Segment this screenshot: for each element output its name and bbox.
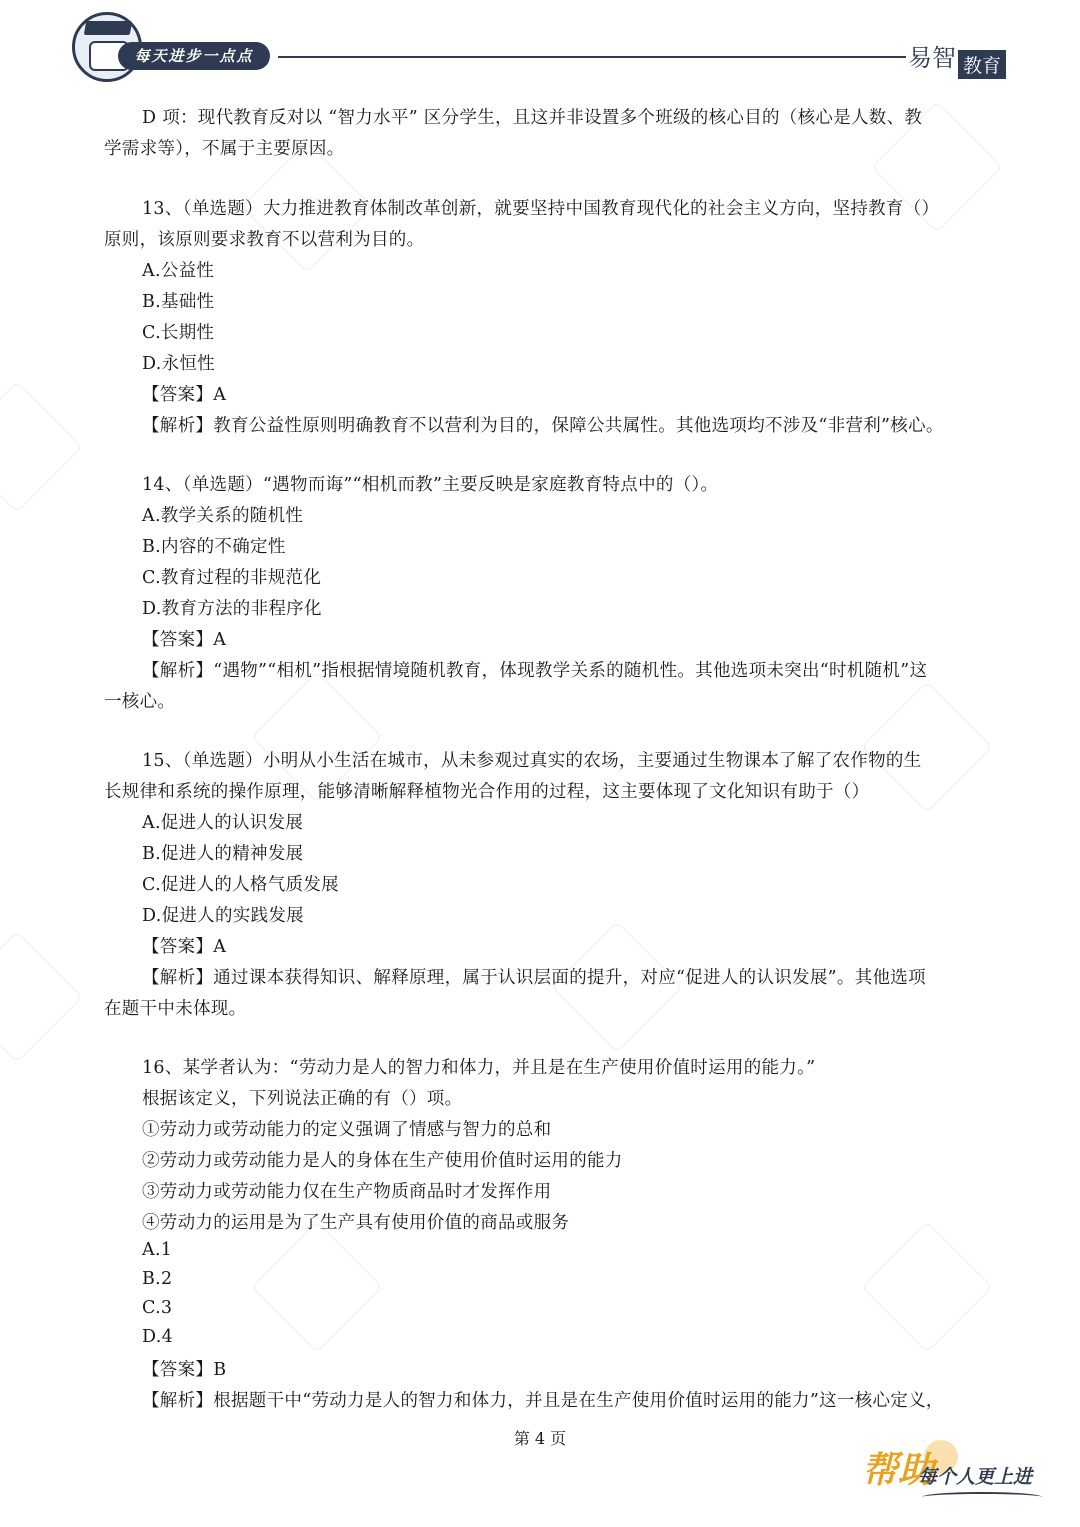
text-line: 16、某学者认为：“劳动力是人的智力和体力，并且是在生产使用价值时运用的能力。” bbox=[142, 1058, 816, 1078]
text-line: B.促进人的精神发展 bbox=[142, 844, 304, 864]
text-line: C.长期性 bbox=[142, 323, 215, 343]
text-line: ③劳动力或劳动能力仅在生产物质商品时才发挥作用 bbox=[142, 1182, 552, 1202]
footer-slogan bbox=[862, 1440, 1052, 1510]
text-line: 根据该定义，下列说法正确的有（）项。 bbox=[142, 1089, 463, 1109]
watermark-icon bbox=[0, 931, 83, 1064]
header-divider bbox=[278, 56, 906, 58]
text-line: C.教育过程的非规范化 bbox=[142, 568, 322, 588]
text-line: D.4 bbox=[142, 1327, 174, 1347]
text-line: 【解析】根据题干中“劳动力是人的智力和体力，并且是在生产使用价值时运用的能力”这一核心定义， bbox=[142, 1391, 944, 1411]
text-line: 14、（单选题）“遇物而诲”“相机而教”主要反映是家庭教育特点中的（）。 bbox=[142, 475, 719, 495]
text-line: 【答案】A bbox=[142, 937, 227, 957]
text-line: ④劳动力的运用是为了生产具有使用价值的商品或服务 bbox=[142, 1213, 570, 1233]
watermark-icon bbox=[0, 381, 83, 514]
text-line: D.永恒性 bbox=[142, 354, 215, 374]
text-line: ①劳动力或劳动能力的定义强调了情感与智力的总和 bbox=[142, 1120, 552, 1140]
text-line: 15、（单选题）小明从小生活在城市，从未参观过真实的农场，主要通过生物课本了解了农作物的生 bbox=[142, 751, 922, 771]
text-line: D.教育方法的非程序化 bbox=[142, 599, 322, 619]
text-line: 【解析】“遇物”“相机”指根据情境随机教育，体现教学关系的随机性。其他选项未突出“时机随机”这 bbox=[142, 661, 928, 681]
text-line: A.教学关系的随机性 bbox=[142, 506, 304, 526]
footer-slogan-b: 每个人更上进 bbox=[918, 1466, 1033, 1488]
text-line: B.基础性 bbox=[142, 292, 215, 312]
text-line: 13、（单选题）大力推进教育体制改革创新，就要坚持中国教育现代化的社会主义方向，坚持教育（） bbox=[142, 199, 940, 219]
watermark-icon bbox=[251, 1221, 384, 1354]
text-line: 【答案】A bbox=[142, 385, 227, 405]
text-line: C.促进人的人格气质发展 bbox=[142, 875, 339, 895]
text-line: 原则，该原则要求教育不以营利为目的。 bbox=[104, 230, 425, 250]
text-line: A.促进人的认识发展 bbox=[142, 813, 304, 833]
brand-main: 易智 bbox=[908, 44, 956, 72]
header-slogan: 每天进步一点点 bbox=[118, 42, 270, 70]
page-number: 第 4 页 bbox=[513, 1429, 567, 1448]
footer-slogan-a: 帮助 bbox=[862, 1449, 935, 1491]
text-line: 一核心。 bbox=[104, 692, 176, 712]
text-line: 【答案】A bbox=[142, 630, 227, 650]
text-line: 【答案】B bbox=[142, 1360, 227, 1380]
text-line: B.内容的不确定性 bbox=[142, 537, 286, 557]
text-line: 学需求等），不属于主要原因。 bbox=[104, 139, 345, 159]
text-line: 【解析】教育公益性原则明确教育不以营利为目的，保障公共属性。其他选项均不涉及“非营利”核心。 bbox=[142, 416, 944, 436]
brand-box: 教育 bbox=[958, 50, 1006, 79]
text-line: B.2 bbox=[142, 1269, 173, 1289]
swoosh-icon bbox=[922, 1492, 1042, 1502]
text-line: 长规律和系统的操作原理，能够清晰解释植物光合作用的过程，这主要体现了文化知识有助于（） bbox=[104, 782, 870, 802]
text-line: ②劳动力或劳动能力是人的身体在生产使用价值时运用的能力 bbox=[142, 1151, 623, 1171]
text-line: A.公益性 bbox=[142, 261, 215, 281]
watermark-icon bbox=[861, 1221, 994, 1354]
graduation-cap-icon bbox=[84, 21, 132, 35]
text-line: 在题干中未体现。 bbox=[104, 999, 247, 1019]
text-line: C.3 bbox=[142, 1298, 173, 1318]
text-line: D 项：现代教育反对以 “智力水平” 区分学生，且这并非设置多个班级的核心目的（核心是人数、教 bbox=[142, 108, 923, 128]
text-line: A.1 bbox=[142, 1240, 173, 1260]
brand-logo bbox=[908, 38, 1006, 79]
text-line: 【解析】通过课本获得知识、解释原理，属于认识层面的提升，对应“促进人的认识发展”。其他选项 bbox=[142, 968, 926, 988]
text-line: D.促进人的实践发展 bbox=[142, 906, 304, 926]
page-header bbox=[0, 0, 1080, 90]
